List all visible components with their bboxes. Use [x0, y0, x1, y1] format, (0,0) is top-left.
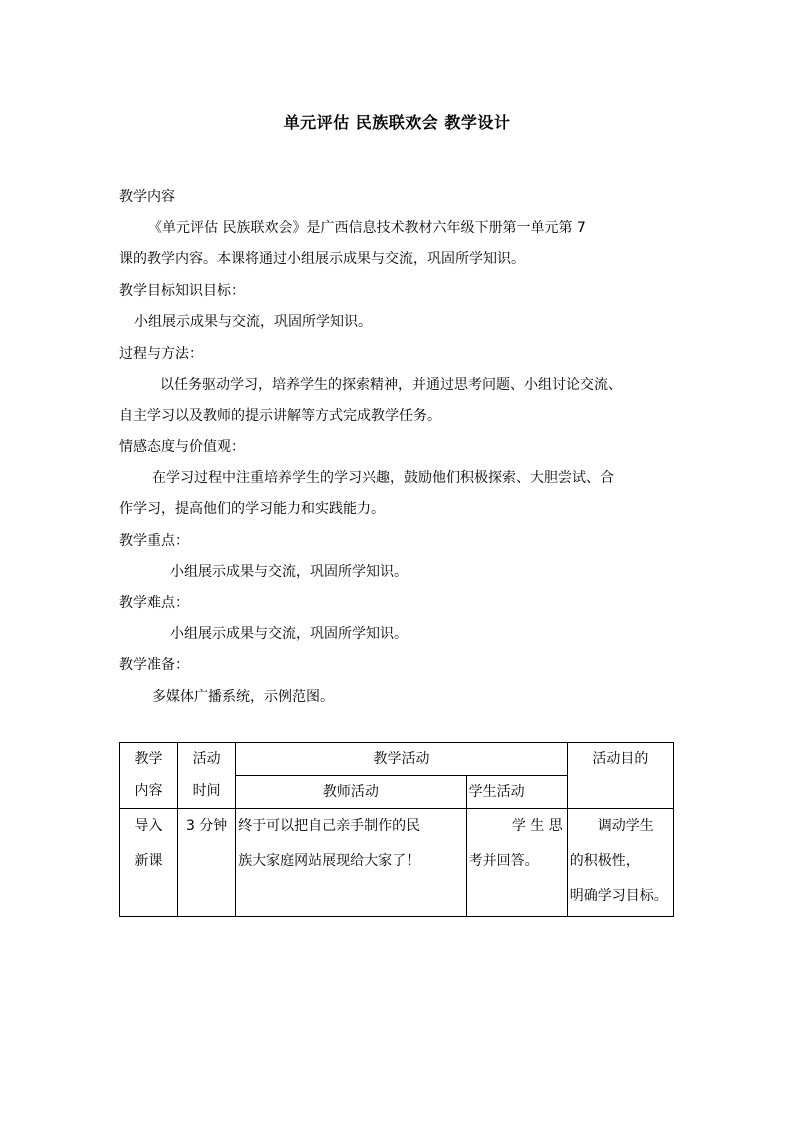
- table-row: [120, 809, 674, 917]
- row-purpose-line: 调动学生: [597, 818, 654, 834]
- header-content-line: 教学: [134, 751, 163, 767]
- header-teacher-cell: [236, 776, 466, 809]
- row-purpose-cell: [567, 809, 673, 917]
- header-activity-cell: [236, 743, 568, 776]
- header-content-line: 内容: [134, 783, 163, 799]
- emotion-paragraph-line: 作学习，提高他们的学习能力和实践能力。: [119, 501, 385, 517]
- header-student-cell: [466, 776, 567, 809]
- preparation-label: 教学准备：: [119, 657, 189, 673]
- header-activity: 教学活动: [373, 751, 430, 767]
- header-purpose-cell: [567, 743, 673, 809]
- row-student-line: 学 生 思: [511, 818, 563, 834]
- objectives-text: 小组展示成果与交流，巩固所学知识。: [134, 314, 372, 330]
- header-student: 学生活动: [468, 784, 525, 800]
- row-student-cell: [466, 809, 567, 917]
- objectives-label: 教学目标知识目标：: [119, 283, 245, 299]
- content-paragraph-line: 《单元评估 民族联欢会》是广西信息技术教材六年级下册第一单元第 7: [148, 220, 586, 236]
- row-purpose-line: 明确学习目标。: [569, 888, 668, 904]
- process-paragraph-line: 自主学习以及教师的提示讲解等方式完成教学任务。: [119, 408, 441, 424]
- process-label: 过程与方法：: [119, 346, 203, 362]
- row-time: 3 分钟: [185, 818, 228, 834]
- header-purpose: 活动目的: [592, 751, 649, 767]
- lesson-plan-table: [119, 742, 674, 917]
- header-time-line: 时间: [192, 783, 221, 799]
- row-content-line: 导入: [134, 818, 163, 834]
- key-points-text: 小组展示成果与交流，巩固所学知识。: [170, 564, 408, 580]
- row-teacher-cell: [236, 809, 466, 917]
- row-purpose-line: 的积极性，: [569, 853, 640, 869]
- emotion-paragraph-line: 在学习过程中注重培养学生的学习兴趣，鼓励他们积极探索、大胆尝试、合: [152, 470, 614, 486]
- preparation-text: 多媒体广播系统，示例范图。: [152, 689, 334, 705]
- row-teacher-line: 终于可以把自己亲手制作的民: [238, 818, 421, 834]
- row-teacher-line: 族大家庭网站展现给大家了！: [238, 853, 421, 869]
- content-label: 教学内容: [119, 189, 175, 205]
- key-points-label: 教学重点：: [119, 533, 189, 549]
- header-content-cell: [120, 743, 178, 809]
- document-title: 单元评估 民族联欢会 教学设计: [283, 113, 511, 132]
- content-paragraph-line: 课的教学内容。本课将通过小组展示成果与交流，巩固所学知识。: [119, 251, 525, 267]
- row-content-line: 新课: [134, 853, 163, 869]
- header-time-line: 活动: [192, 751, 221, 767]
- row-content-cell: [120, 809, 178, 917]
- process-paragraph-line: 以任务驱动学习，培养学生的探索精神，并通过思考问题、小组讨论交流、: [160, 377, 622, 393]
- row-student-line: 考并回答。: [468, 853, 539, 869]
- difficulty-text: 小组展示成果与交流，巩固所学知识。: [170, 626, 408, 642]
- header-teacher: 教师活动: [322, 784, 379, 800]
- emotion-label: 情感态度与价值观：: [119, 439, 245, 455]
- difficulty-label: 教学难点：: [119, 595, 189, 611]
- row-time-cell: [178, 809, 236, 917]
- header-time-cell: [178, 743, 236, 809]
